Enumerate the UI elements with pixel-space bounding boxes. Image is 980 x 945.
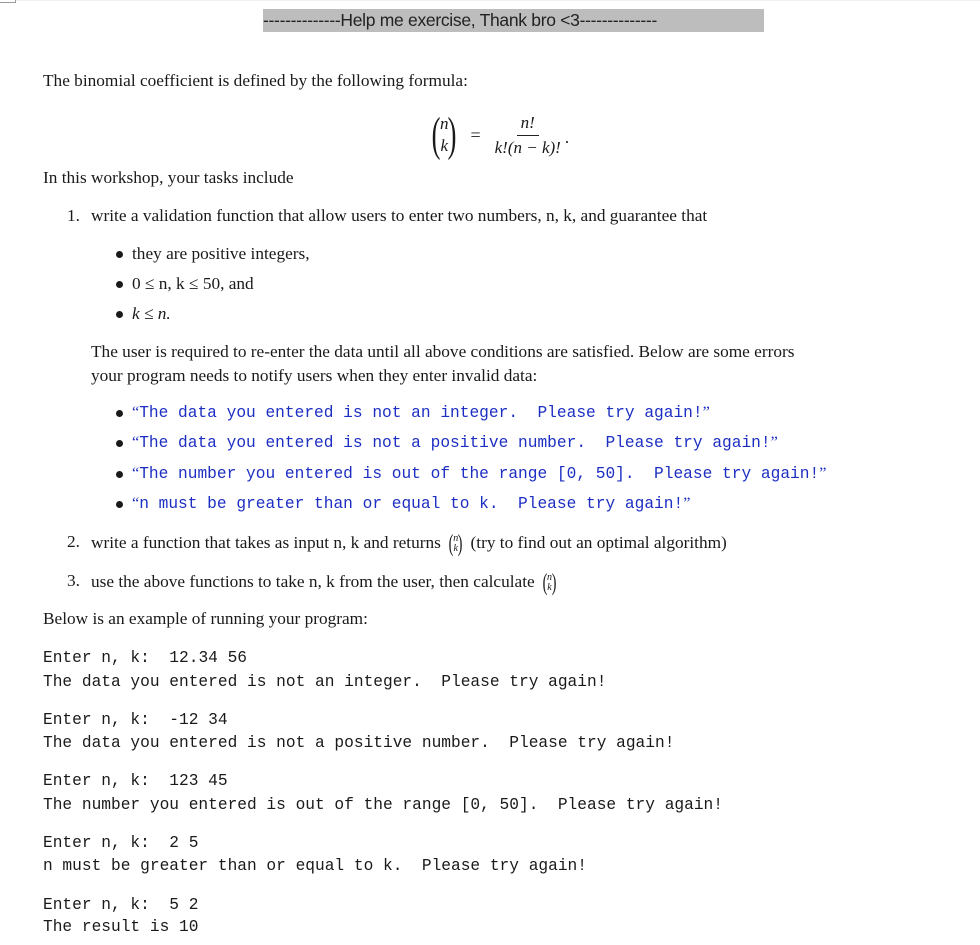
bullet-icon	[116, 471, 123, 478]
formula-numerator: n!	[517, 113, 539, 136]
run-2-output: The data you entered is not a positive number. Please try again!	[43, 734, 675, 752]
binomial-symbol: ( n k )	[542, 570, 557, 596]
formula-bottom: k	[440, 136, 448, 155]
formula-equals: =	[470, 124, 481, 145]
corner-mark	[0, 0, 16, 3]
bullet-icon	[116, 440, 123, 447]
bullet-icon	[116, 501, 123, 508]
error-message-2: “The data you entered is not a positive number. Please try again!”	[132, 433, 778, 452]
run-5-output: The result is 10	[43, 918, 199, 936]
task-2-line	[91, 532, 727, 556]
bullet-icon	[116, 251, 123, 258]
condition-1: they are positive integers,	[132, 244, 310, 263]
binomial-symbol	[428, 108, 460, 161]
example-heading: Below is an example of running your program:	[43, 609, 368, 628]
run-1-output: The data you entered is not an integer. Please try again!	[43, 673, 607, 691]
run-1-input-line: Enter n, k: 12.34 56	[43, 649, 248, 667]
run-3-input-line: Enter n, k: 123 45	[43, 772, 228, 790]
task-1-number: 1.	[67, 206, 80, 225]
bullet-icon	[116, 311, 123, 318]
task-1-text: write a validation function that allow users to enter two numbers, n, k, and guarantee that	[91, 206, 708, 225]
tasks-intro: In this workshop, your tasks include	[43, 168, 294, 187]
binomial-symbol: ( n k )	[448, 531, 463, 557]
left-paren: (	[431, 108, 441, 161]
condition-3: k ≤ n.	[132, 304, 171, 323]
error-message-1: “The data you entered is not an integer. Please try again!”	[132, 403, 710, 422]
binomial-formula	[428, 106, 569, 164]
definition-text: The binomial coefficient is defined by the following formula:	[43, 71, 468, 90]
bullet-icon	[116, 410, 123, 417]
task-2-hint: (try to find out an optimal algorithm)	[470, 532, 727, 552]
run-2-input-line: Enter n, k: -12 34	[43, 711, 228, 729]
formula-denominator: k!(n − k)!	[494, 137, 561, 157]
run-3-output: The number you entered is out of the range [0, 50]. Please try again!	[43, 796, 723, 814]
run-4-output: n must be greater than or equal to k. Please try again!	[43, 857, 587, 875]
right-paren: )	[448, 108, 457, 161]
task-2-number: 2.	[67, 532, 80, 551]
page-top-border	[16, 0, 980, 1]
formula-period: .	[564, 128, 570, 147]
banner-title: --------------Help me exercise, Thank bro <3--------------	[263, 9, 764, 32]
formula-fraction	[491, 113, 565, 158]
error-message-4: “n must be greater than or equal to k. Please try again!”	[132, 494, 691, 513]
formula-top: n	[439, 114, 449, 133]
bullet-icon	[116, 281, 123, 288]
task-2-text: write a function that takes as input n, k and returns	[91, 532, 441, 552]
note-line-2: your program needs to notify users when they enter invalid data:	[91, 366, 538, 385]
run-5-input-line: Enter n, k: 5 2	[43, 896, 199, 914]
run-4-input-line: Enter n, k: 2 5	[43, 834, 199, 852]
task-3-line	[91, 571, 560, 595]
task-3-text: use the above functions to take n, k from the user, then calculate	[91, 571, 535, 591]
error-message-3: “The number you entered is out of the range [0, 50]. Please try again!”	[132, 464, 827, 483]
note-line-1: The user is required to re-enter the data until all above conditions are satisfied. Below are some errors	[91, 342, 795, 361]
task-3-number: 3.	[67, 571, 80, 590]
condition-2: 0 ≤ n, k ≤ 50, and	[132, 274, 254, 293]
